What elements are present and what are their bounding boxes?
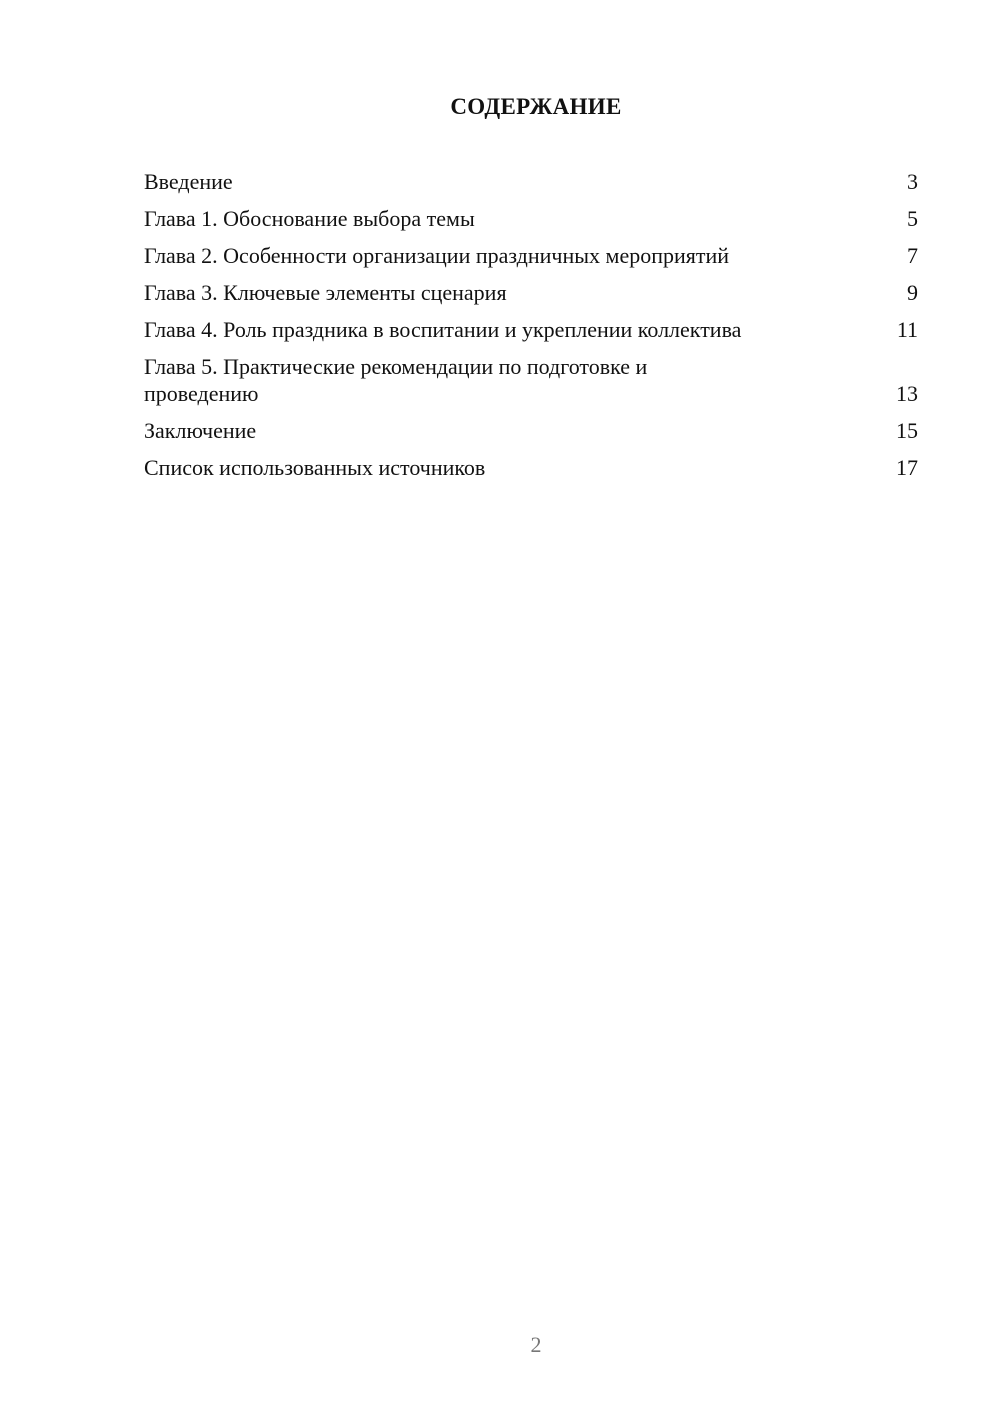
toc-entry-introduction [144, 168, 918, 195]
page-number: 2 [530, 1332, 542, 1357]
toc-entry-page: 11 [896, 317, 918, 342]
toc-entry-conclusion [144, 417, 918, 444]
toc-entry-page: 13 [896, 381, 918, 406]
toc-entry-title: Глава 2. Особенности организации праздничных мероприятий [144, 243, 730, 268]
toc-entry-chapter-2 [144, 242, 918, 269]
toc-heading: СОДЕРЖАНИЕ [450, 94, 622, 119]
toc-entry-title: Глава 4. Роль праздника в воспитании и укреплении коллектива [144, 317, 742, 342]
toc-entry-page: 5 [907, 206, 918, 231]
toc-entry-title: Глава 5. Практические рекомендации по подготовке и проведению [144, 354, 648, 406]
toc-entry-chapter-3 [144, 279, 918, 306]
toc-entry-chapter-4 [144, 316, 918, 343]
table-of-contents [144, 168, 918, 491]
toc-entry-title: Список использованных источников [144, 455, 486, 480]
toc-entry-references [144, 454, 918, 481]
toc-entry-page: 15 [896, 418, 918, 443]
toc-entry-title: Глава 3. Ключевые элементы сценария [144, 280, 507, 305]
toc-entry-page: 7 [907, 243, 918, 268]
toc-entry-title: Глава 1. Обоснование выбора темы [144, 206, 475, 231]
toc-entry-title: Введение [144, 169, 233, 194]
toc-entry-chapter-5 [144, 353, 918, 407]
toc-entry-page: 3 [907, 169, 918, 194]
toc-entry-page: 17 [896, 455, 918, 480]
toc-entry-page: 9 [907, 280, 918, 305]
toc-entry-chapter-1 [144, 205, 918, 232]
toc-entry-title: Заключение [144, 418, 257, 443]
